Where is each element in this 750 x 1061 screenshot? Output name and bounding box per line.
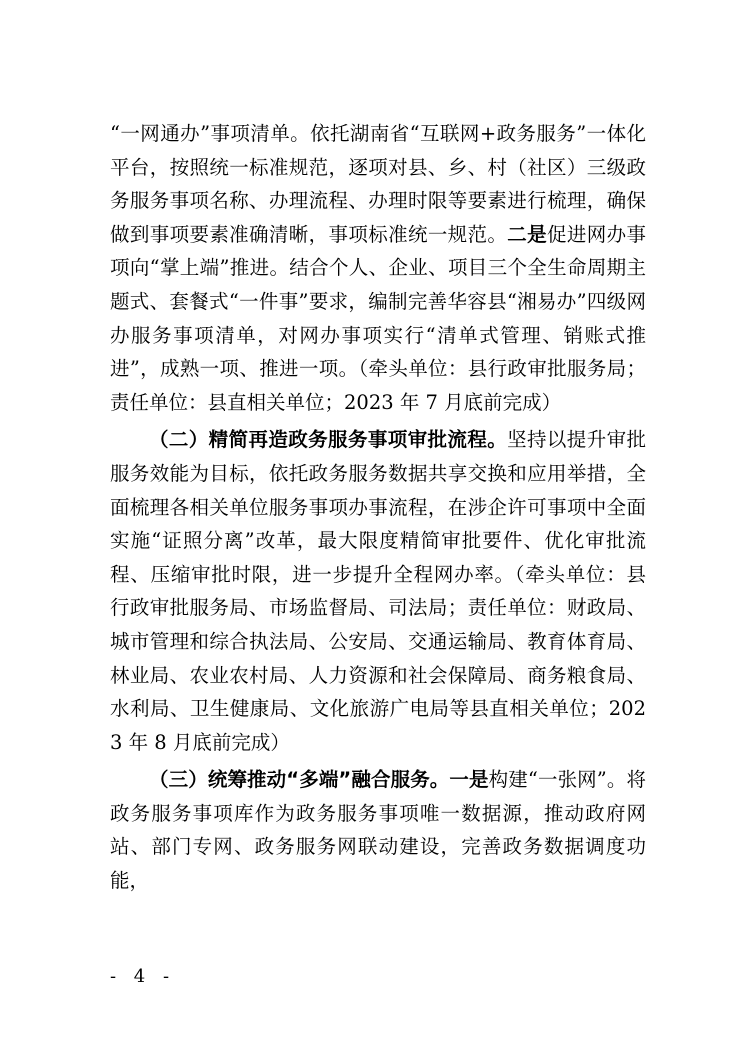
p1-text-2: 促进网办事项向“掌上端”推进。结合个人、企业、项目三个全生命周期主题式、套餐式“一件事”要求，编制完善华容县“湘易办”四级网办服务事项清单，对网办事项实行“清单式管理、销账式推进”，成熟一项、推进一项。（牵头单位：县行政审批服务局；责任单位：县直相关单位；2023 年 7 月底前完成） xyxy=(110,222,646,414)
paragraph-2 xyxy=(110,423,646,759)
paragraph-3 xyxy=(110,763,646,897)
p2-text: 坚持以提升审批服务效能为目标，依托政务服务数据共享交换和应用举措，全面梳理各相关单位服务事项办事流程，在涉企许可事项中全面实施“证照分离”改革，最大限度精简审批要件、优化审批流程、压缩审批时限，进一步提升全程网办率。（牵头单位：县行政审批服务局、市场监督局、司法局；责任单位：财政局、城市管理和综合执法局、公安局、交通运输局、教育体育局、林业局、农业农村局、人力资源和社会保障局、商务粮食局、水利局、卫生健康局、文化旅游广电局等县直相关单位；2023 年 8 月底前完成） xyxy=(110,428,646,754)
page-number: - 4 - xyxy=(110,966,176,987)
p3-point-1-marker: 一是 xyxy=(449,768,489,792)
p1-text-1: “一网通办”事项清单。依托湖南省“互联网+政务服务”一体化平台，按照统一标准规范，逐项对县、乡、村（社区）三级政务服务事项名称、办理流程、办理时限等要素进行梳理，确保做到事项要素准确清晰，事项标准统一规范。 xyxy=(110,122,646,246)
p3-text: 构建“一张网”。将政务服务事项库作为政务服务事项唯一数据源，推动政府网站、部门专网、政务服务网联动建设，完善政务数据调度功能， xyxy=(110,768,646,893)
paragraph-1 xyxy=(110,117,646,419)
p1-point-2-marker: 二是 xyxy=(507,222,548,246)
section-2-heading: （二）精简再造政务服务事项审批流程。 xyxy=(149,428,508,452)
section-3-heading: （三）统筹推动“多端”融合服务。 xyxy=(149,768,450,792)
